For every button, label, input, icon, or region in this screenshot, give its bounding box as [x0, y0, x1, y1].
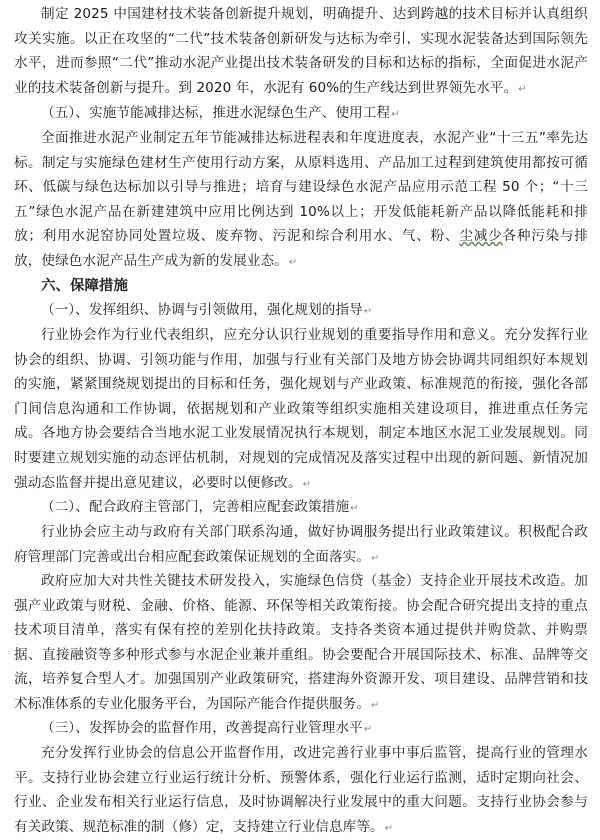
heading-text: （一）、发挥组织、协调与引领做用，强化规划的指导	[41, 302, 363, 318]
paragraph-text: 行业协会应主动与政府有关部门联系沟通，做好协调服务提出行业政策建议。积极配合政府管理部门完善或出台相应配套政策保证规划的全面落实。	[14, 524, 588, 565]
paragraph-text: 制定 2025 中国建材技术装备创新提升规划，明确提升、达到跨越的技术目标并认真组织攻关实施。以正在攻坚的“二代”技术装备创新研发与达标为牵引，实现水泥装备达到国际领先水平，进而参照“二代”推动水泥产业提出技术装备研发的目标和达标的指标，全面促进水泥产业的技术装备创新与提升。到 2020 年，水泥有 60%的生产线达到世界领先水平。	[14, 6, 588, 96]
paragraph-energy-saving	[14, 126, 588, 276]
paragraph-industry-association	[14, 323, 588, 497]
paragraph-mark: ↵	[371, 699, 380, 711]
paragraph-text-tail: 各种污染与排放，使绿色水泥产品生产成为新的发展业态。	[14, 228, 588, 269]
heading-section-6-1	[14, 298, 588, 325]
heading-section-6-3	[14, 716, 588, 743]
paragraph-government-support	[14, 569, 588, 719]
paragraph-mark: ↵	[518, 83, 527, 95]
paragraph-mark: ↵	[288, 256, 298, 268]
paragraph-text: 全面推进水泥产业制定五年节能减排达标进程表和年度进度表，水泥产业“十三五”率先达标。制定与实施绿色建材生产使用行动方案，从原料选用、产品加工过程到建筑使用都按可循环、低碳与绿色达标加以引导与推进；培育与建设绿色水泥产品应用示范工程 50 个；“十三五”绿色水泥产品在新建建筑中应用比例达到 10%以上；开发低能耗新产品以降低能耗和排放；利用水泥窑协同处置垃圾、废弃物、污泥和综合利用水、气、粉、	[14, 130, 588, 245]
heading-section-5	[14, 101, 588, 128]
paragraph-mark: ↵	[363, 306, 373, 317]
paragraph-supervision	[14, 741, 588, 840]
paragraph-mark: ↵	[363, 724, 373, 735]
section-title-text: 六、保障措施	[41, 278, 128, 294]
section-title-6	[14, 274, 588, 299]
heading-text: （五）、实施节能减排达标，推进水泥绿色生产、使用工程	[41, 105, 391, 121]
paragraph-plan-2025	[14, 2, 588, 102]
paragraph-text: 行业协会作为行业代表组织，应充分认识行业规划的重要指导作用和意义。充分发挥行业协会的组织、协调、引领功能与作用，加强与行业有关部门及地方协会协调共同组织好本规划的实施，紧紧围绕规划提出的目标和任务，强化规划与产业政策、标准规范的衔接，强化各部门间信息沟通和工作协调，依据规划和产业政策等组织实施相关建设项目，推进重点任务完成。各地方协会要结合当地水泥工业发展情况执行本规划，制定本地区水泥工业发展规划。同时要建立规划实施的动态评估机制，对规划的完成情况及落实过程中出现的新问题、新情况加强动态监督并提出意见建议，必要时以便修改。	[14, 327, 588, 491]
paragraph-mark: ↵	[302, 478, 312, 490]
heading-text: （二）、配合政府主管部门，完善相应配套政策措施	[41, 499, 350, 515]
paragraph-mark: ↵	[350, 503, 359, 514]
heading-section-6-2	[14, 495, 588, 522]
paragraph-mark: ↵	[371, 552, 380, 564]
heading-text: （三）、发挥协会的监督作用，改善提高行业管理水平	[41, 720, 363, 736]
paragraph-mark: ↵	[391, 109, 400, 120]
paragraph-text: 充分发挥行业协会的信息公开监督作用，改进完善行业事中事后监管，提高行业的管理水平。支持行业协会建立行业运行统计分析、预警体系，强化行业运行监测，适时定期向社会、行业、企业发布相关行业运行信息，及时协调解决行业发展中的重大问题。支持行业协会参与有关政策、规范标准的制（修）定，支持建立行业信息库等。	[14, 745, 588, 835]
paragraph-text: 政府应加大对共性关键技术研发投入，实施绿色信贷（基金）支持企业开展技术改造。加强产业政策与财税、金融、价格、能源、环保等相关政策衔接。协会配合研究提出支持的重点技术项目清单，落实有保有控的差别化扶持政策。支持各类资本通过提供并购贷款、并购票据、直接融资等多种形式参与水泥企业兼并重组。协会要配合开展国际技术、标准、品牌等交流，培养复合型人才。加强国别产业政策研究，搭建海外资源开发、项目建设、品牌营销和技术标准体系的专业化服务平台，为国际产能合作提供服务。	[14, 573, 588, 712]
paragraph-mark: ↵	[384, 822, 394, 834]
paragraph-policy-coordination	[14, 520, 588, 571]
spellcheck-marked-text: 尘减少	[459, 228, 503, 245]
